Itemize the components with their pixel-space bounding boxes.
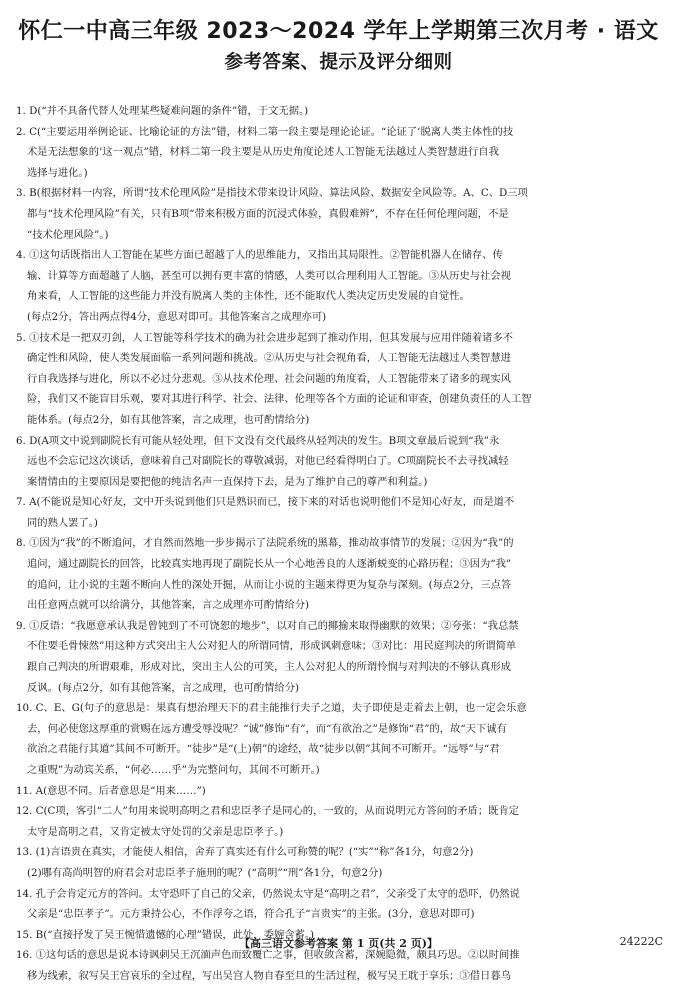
answer-line: 4. ①这句话既指出人工智能在某些方面已超越了人的思维能力，又指出其局限性。②智能机器人在储存、传 [16,249,503,262]
answer-line: 跟自己判决的所谓艰难，形成对比，突出主人公的可笑，主人公对犯人的所谓怜悯与对判决的不够认真形成 [27,661,511,674]
answer-line: 7. A(不能说是知心好友，文中开头说到他们只是熟识而已，接下来的对话也说明他们不是知心好友，而是道不 [16,496,515,509]
answer-list [16,101,664,987]
answer-line: 欲治之君能行其道”其间不可断开。“徒步”是“(上)朝”的途经，故“徒步以朝”其间不可断开。“远辱”与“君 [27,743,500,756]
answer-line: 都与“技术伦理风险”有关，只有B项“带来积极方面的沉浸式体验，真假难辨”，不存在任何伦理问题，不是 [27,207,509,220]
answer-line: (2)哪有高尚明智的府君会对忠臣孝子施刑的呢？(“高明”“刑”各1分，句意2分) [27,866,383,879]
answer-line: 太守是高明之君，又肯定被太守处罚的父亲是忠臣孝子。) [27,825,284,838]
page-subtitle: 参考答案、提示及评分细则 [224,52,453,73]
answer-line: 2. C(“主要运用举例论证、比喻论证的方法”错，材料二第一段主要是理论论证。“论证了‘脱离人类主体性的技 [16,125,514,138]
answer-line: 出任意两点就可以给满分，其他答案，言之成理亦可酌情给分) [27,599,310,612]
answer-line: 6. D(A项文中说到副院长有可能从轻处理，但下文没有交代最终从轻判决的发生。B项文章最后说到“我”永 [16,434,500,447]
answer-line: 13. (1)言语贵在真实，才能使人相信，舍弃了真实还有什么可称赞的呢？(“实”“称”各1分，句意2分) [16,846,474,859]
answer-line: (每点2分，答出两点得4分，意思对即可。其他答案言之成理亦可) [27,310,327,323]
answer-line: 案情情由的主要原因是要把他的纯洁名声一直保持下去，是为了维护自己的尊严和利益。) [27,475,428,488]
answer-line: 移为线索，叙写吴王宫哀乐的全过程，写出吴宫人物自春至旦的生活过程，极写吴王耽于享乐；③借日暮乌 [27,969,511,982]
answer-line: 10. C、E、G(句子的意思是：果真有想治理天下的君主能推行夫子之道，夫子即使是走着去上朝，也一定会乐意 [16,702,527,715]
answer-line: 追问，通过副院长的回答，比较真实地再现了副院长从一个心地善良的人逐渐蜕变的心路历程；③因为“我” [27,558,512,571]
answer-line: 角来看，人工智能的这些能力并没有脱离人类的主体性，还不能取代人类决定历史发展的自觉性。 [27,290,470,303]
answer-line: 输、计算等方面超越了人脑，甚至可以拥有更丰富的情感，人类可以合理利用人工智能。③从历史与社会视 [27,269,511,282]
answer-line: 能体系。(每点2分，如有其他答案，言之成理，也可酌情给分) [27,413,310,426]
answer-line: 远也不会忘记这次谈话，意味着自己对副院长的尊敬减弱，对他已经看得明白了。C项副院长不去寻找减轻 [27,455,509,468]
answer-line: 反讽。(每点2分，如有其他答案，言之成理，也可酌情给分) [27,681,300,694]
answer-line: 9. ①反语：“我愿意承认我是曾钝到了不可饶恕的地步”，以对自己的揶揄来取得幽默的效果；②夸张：“我总禁 [16,619,519,632]
answer-line: 的追问，让小说的主题不断向人性的深处开掘，从而让小说的主题来得更为复杂与深刻。(每点2分，三点答 [27,578,512,591]
answer-line: 8. ①因为“我”的不断追问，才自然而然地一步步揭示了法院系统的黑幕，推动故事情节的发展；②因为“我”的 [16,537,514,550]
answer-line: 12. C(C项，客引“二人”句用来说明高明之君和忠臣孝子是同心的，一致的，从而说明元方答问的矛盾；既肯定 [16,805,520,818]
answer-line: 选择与进化。) [27,166,88,179]
answer-line: 15. B(“直接抒发了吴王惋惜遗憾的心理”错误，此处，委婉含蓄。) [16,928,315,941]
answer-line: 术是无法想象的’这一观点”错，材料二第一段主要是从历史角度论述人工智能无法越过人类智慧进行自我 [27,146,499,159]
answer-line: 1. D(“并不具备代替人处理某些疑难问题的条件”错，于文无据。) [16,105,309,117]
answer-line: 行自我选择与进化，所以不必过分悲观。③从技术伦理、社会问题的角度看，人工智能带来了诸多的现实风 [27,372,511,385]
answer-line: 5. ①技术是一把双刃剑，人工智能等科学技术的确为社会进步起到了推动作用，但其发展与应用伴随着诸多不 [16,331,514,344]
answer-line: 险，我们又不能盲目乐观，要对其进行科学、社会、法律、伦理等各个方面的论证和审查，创建负责任的人工智 [27,393,532,406]
answer-line: 父亲是“忠臣孝子”。元方秉持公心，不作浮夸之语，符合孔子“言贵实”的主张。(3分，意思对即可) [27,908,475,921]
answer-line: 11. A(意思不同。后者意思是“用来……”) [16,784,206,797]
answer-line: 同的熟人罢了。) [27,516,98,529]
footer-page-info: 【高三语文参考答案 第 1 页(共 2 页)】 [239,937,438,950]
footer-code: 24222C [619,935,663,948]
answer-line: “技术伦理风险”。) [27,228,109,241]
answer-line: 去，何必使您这厚重的赏赐在远方遭受辱没呢？“诚”修饰“有”，而“有欲治之”是修饰“君”的，故“天下诚有 [27,722,507,735]
answer-line: 之重贶”为动宾关系，“何必……乎”为完整问句，其间不可断开。) [27,764,320,776]
answer-line: 3. B(根据材料一内容，所谓“技术伦理风险”是指技术带来设计风险、算法风险、数据安全风险等。A、C、D三项 [16,187,528,200]
answer-line: 不住要毛骨悚然”用这种方式突出主人公对犯人的所谓同情，形成讽刺意味；③对比：用民庭判决的所谓简单 [27,640,517,653]
page-title: 怀仁一中高三年级 2023～2024 学年上学期第三次月考 · 语文 [18,19,659,44]
answer-line: 14. 孔子会肯定元方的答问。太守恐吓了自己的父亲，仍然说太守是“高明之君”，父亲受了太守的恐吓，仍然说 [16,887,520,900]
answer-line: 16. ①这句话的意思是说本诗讽刺吴王沉湎声色而致覆亡之事，但收敛含蓄，深婉隐微，颇具巧思。②以时间推 [16,949,520,962]
answer-line: 确定性和风险，使人类发展面临一系列问题和挑战。②从历史与社会视角看，人工智能无法越过人类智慧进 [27,352,511,365]
